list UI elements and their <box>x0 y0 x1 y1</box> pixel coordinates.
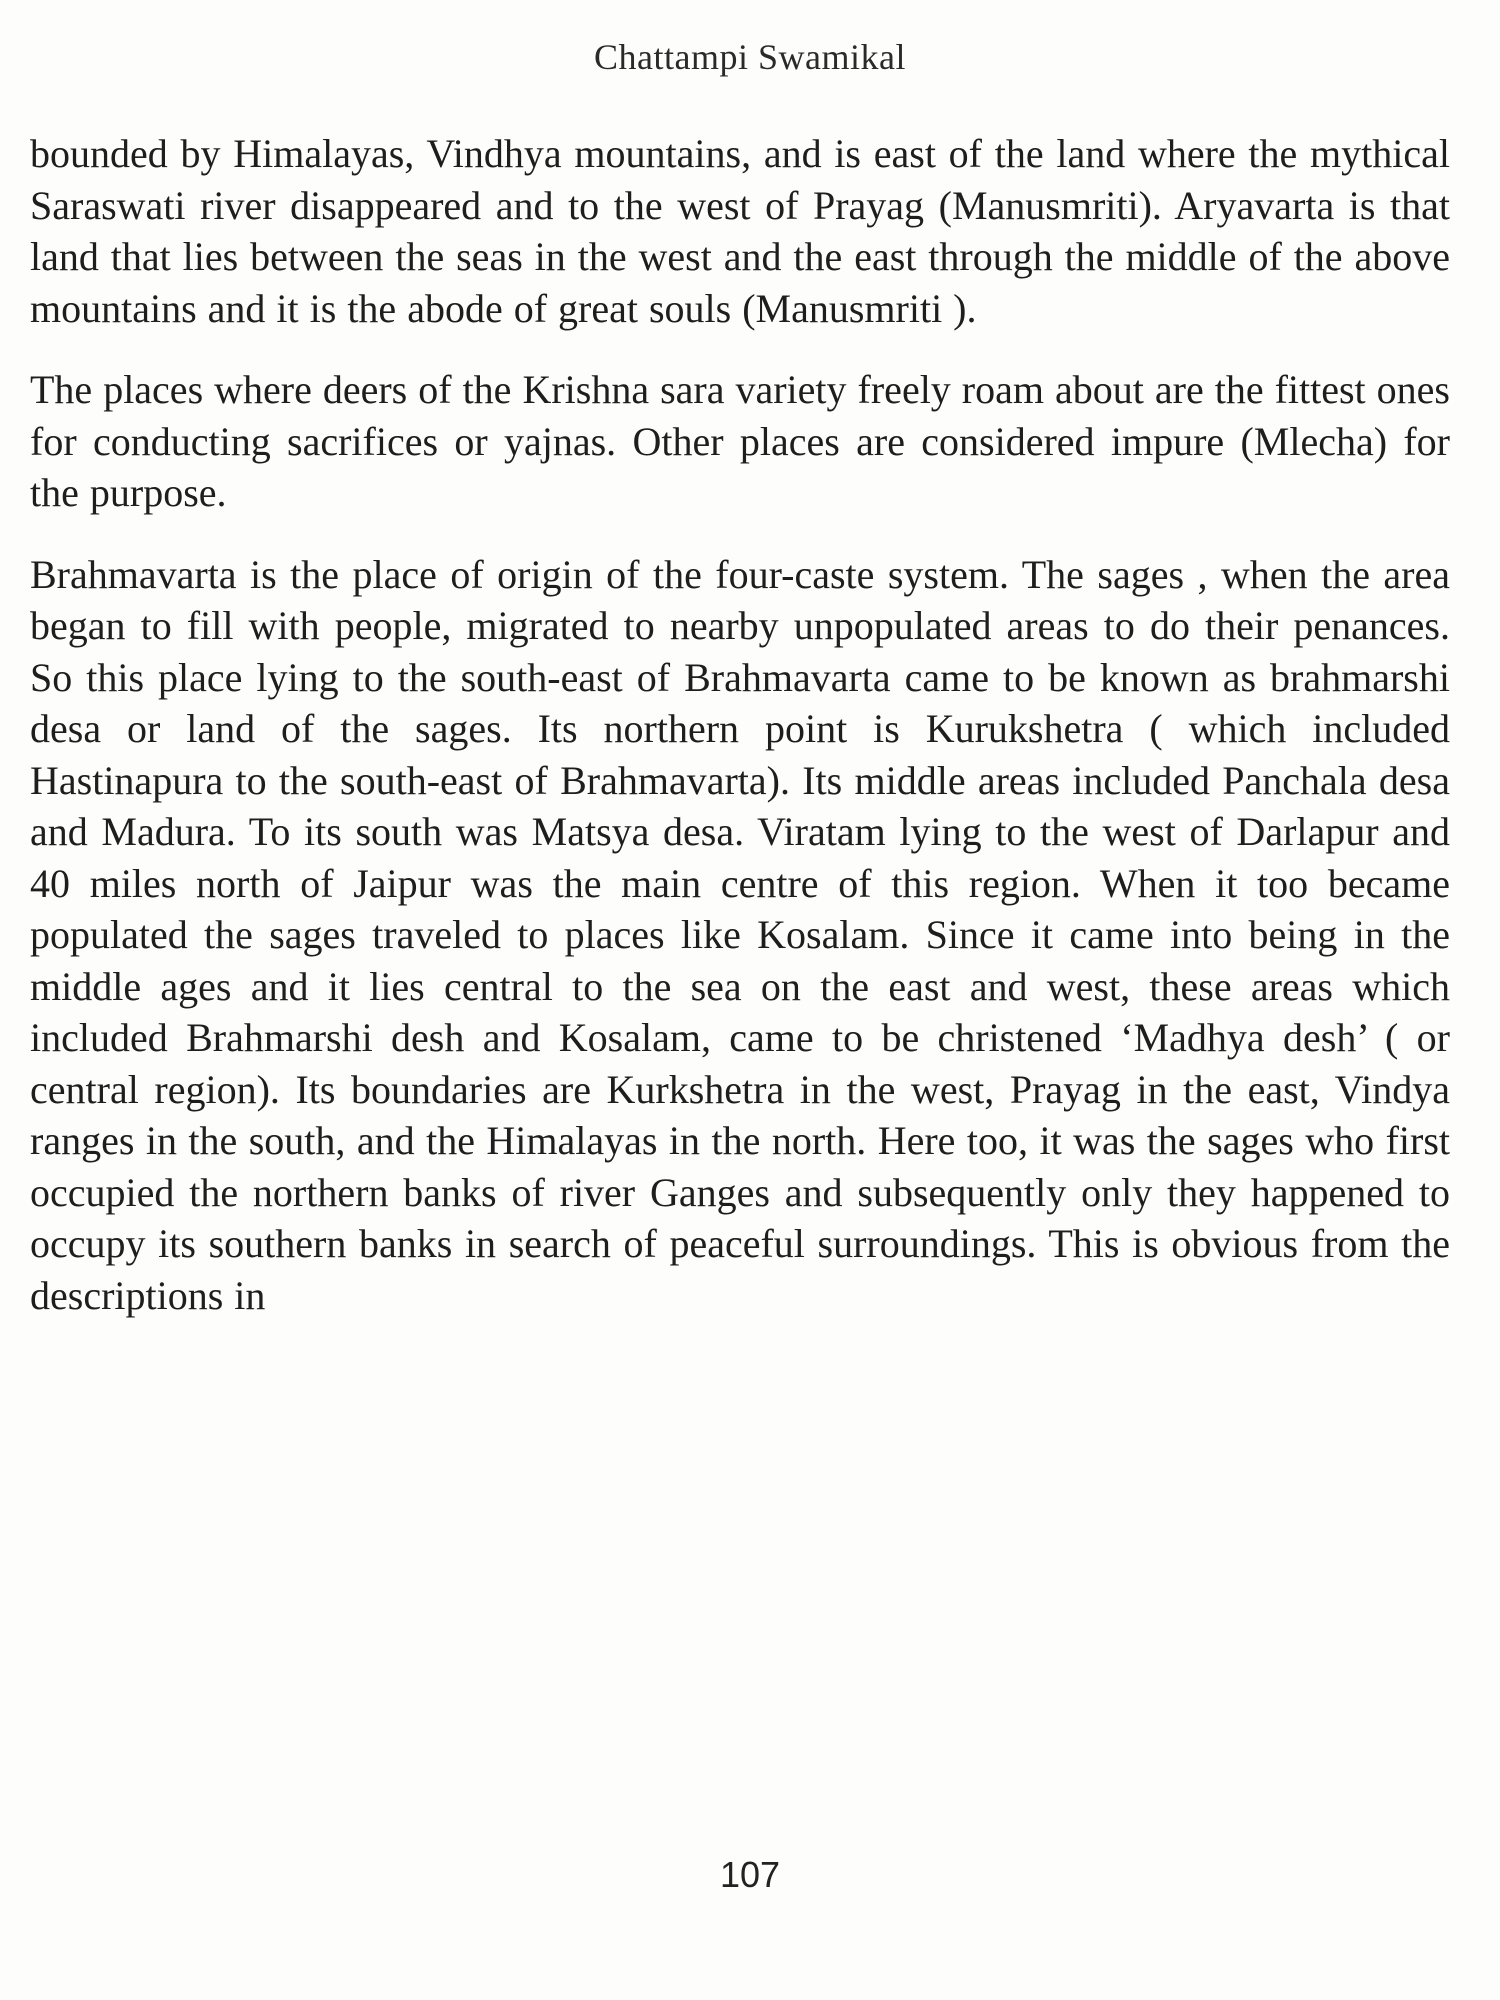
body-text <box>30 128 1450 1321</box>
paragraph-2: The places where deers of the Krishna sara variety freely roam about are the fittest ones for conducting sacrifices or yajnas. Other places are considered impure (Mlecha) for the purpose. <box>30 367 1450 515</box>
paragraph-1: bounded by Himalayas, Vindhya mountains, and is east of the land where the mythical Saraswati river disappeared and to the west of Prayag (Manusmriti). Aryavarta is that land that lies between the seas in the west and the east through the middle of the above mountains and it is the abode of great souls (Manusmriti ). <box>30 131 1450 331</box>
running-head: Chattampi Swamikal <box>594 37 906 77</box>
page-number: 107 <box>719 1854 781 1895</box>
paragraph-3: Brahmavarta is the place of origin of the four-caste system. The sages , when the area began to fill with people, migrated to nearby unpopulated areas to do their penances. So this place lying to the south-east of Brahmavarta came to be known as brahmarshi desa or land of the sages. Its northern point is Kurukshetra ( which included Hastinapura to the south-east of Brahmavarta). Its middle areas included Panchala desa and Madura. To its south was Matsya desa. Viratam lying to the west of Darlapur and 40 miles north of Jaipur was the main centre of this region. When it too became populated the sages traveled to places like Kosalam. Since it came into being in the middle ages and it lies central to the sea on the east and west, these areas which included Brahmarshi desh and Kosalam, came to be christened ‘Madhya desh’ ( or central region). Its boundaries are Kurkshetra in the west, Prayag in the east, Vindya ranges in the south, and the Himalayas in the north. Here too, it was the sages who first occupied the northern banks of river Ganges and subsequently only they happened to occupy its southern banks in search of peaceful surroundings. This is obvious from the descriptions in <box>30 551 1450 1318</box>
